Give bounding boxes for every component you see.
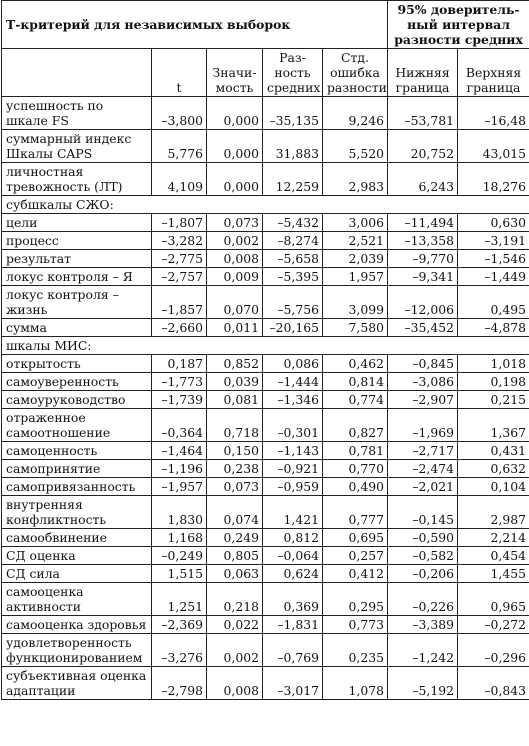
cell-value: 0,369 xyxy=(263,583,323,616)
cell-value: –1,444 xyxy=(263,373,323,391)
row-label: открытость xyxy=(2,355,152,373)
cell-value: –2,021 xyxy=(388,478,458,496)
cell-value: –0,296 xyxy=(458,634,529,667)
cell-value: 1,251 xyxy=(152,583,207,616)
row-label: самопривязанность xyxy=(2,478,152,496)
cell-value: 43,015 xyxy=(458,130,529,163)
cell-value: 0,215 xyxy=(458,391,529,409)
cell-value: –1,957 xyxy=(152,478,207,496)
cell-value: 0,773 xyxy=(323,616,388,634)
cell-value: 0,000 xyxy=(207,163,263,196)
cell-value: 12,259 xyxy=(263,163,323,196)
cell-value: –35,452 xyxy=(388,319,458,337)
cell-value: –2,775 xyxy=(152,250,207,268)
table-row xyxy=(2,163,529,196)
cell-value: 0,073 xyxy=(207,478,263,496)
row-label: процесс xyxy=(2,232,152,250)
cell-value: 0,454 xyxy=(458,547,529,565)
cell-value: 20,752 xyxy=(388,130,458,163)
cell-value: –3,017 xyxy=(263,667,323,700)
cell-value: –0,843 xyxy=(458,667,529,700)
cell-value: –53,781 xyxy=(388,97,458,130)
row-label: локус контроля – Я xyxy=(2,268,152,286)
row-label: отраженное самоотношение xyxy=(2,409,152,442)
cell-value: 0,238 xyxy=(207,460,263,478)
cell-value: –2,907 xyxy=(388,391,458,409)
cell-value: –3,800 xyxy=(152,97,207,130)
cell-value: 0,965 xyxy=(458,583,529,616)
table-row xyxy=(2,268,529,286)
cell-value: 3,099 xyxy=(323,286,388,319)
cell-value: 5,520 xyxy=(323,130,388,163)
cell-value: 0,770 xyxy=(323,460,388,478)
cell-value: 2,987 xyxy=(458,496,529,529)
table-row xyxy=(2,97,529,130)
row-label: самообвинение xyxy=(2,529,152,547)
cell-value: 0,632 xyxy=(458,460,529,478)
table-row xyxy=(2,250,529,268)
row-label: цели xyxy=(2,214,152,232)
row-label: самоуверенность xyxy=(2,373,152,391)
cell-value: –1,143 xyxy=(263,442,323,460)
section-row xyxy=(2,196,529,214)
cell-value: 1,168 xyxy=(152,529,207,547)
table-row xyxy=(2,496,529,529)
cell-value: 7,580 xyxy=(323,319,388,337)
cell-value: –1,242 xyxy=(388,634,458,667)
cell-value: –1,464 xyxy=(152,442,207,460)
cell-value: 0,781 xyxy=(323,442,388,460)
cell-value: –0,206 xyxy=(388,565,458,583)
table-row xyxy=(2,667,529,700)
row-label: самоуруководство xyxy=(2,391,152,409)
cell-value: 1,078 xyxy=(323,667,388,700)
cell-value: 0,812 xyxy=(263,529,323,547)
cell-value: 4,109 xyxy=(152,163,207,196)
cell-value: 0,777 xyxy=(323,496,388,529)
table-row xyxy=(2,214,529,232)
table-row xyxy=(2,373,529,391)
column-header: Стд. ошибка разности xyxy=(323,49,388,97)
cell-value: –4,878 xyxy=(458,319,529,337)
cell-value: –0,301 xyxy=(263,409,323,442)
cell-value: –1,449 xyxy=(458,268,529,286)
table-row xyxy=(2,442,529,460)
section-label: субшкалы СЖО: xyxy=(2,196,529,214)
cell-value: –5,756 xyxy=(263,286,323,319)
cell-value: 0,295 xyxy=(323,583,388,616)
cell-value: –13,358 xyxy=(388,232,458,250)
cell-value: 1,455 xyxy=(458,565,529,583)
cell-value: 0,235 xyxy=(323,634,388,667)
cell-value: –0,582 xyxy=(388,547,458,565)
cell-value: 0,009 xyxy=(207,268,263,286)
cell-value: –2,717 xyxy=(388,442,458,460)
cell-value: 0,011 xyxy=(207,319,263,337)
cell-value: –2,757 xyxy=(152,268,207,286)
table-row xyxy=(2,478,529,496)
cell-value: –2,474 xyxy=(388,460,458,478)
cell-value: 0,431 xyxy=(458,442,529,460)
cell-value: 0,495 xyxy=(458,286,529,319)
table-row xyxy=(2,355,529,373)
cell-value: 0,000 xyxy=(207,97,263,130)
row-label: локус контроля – жизнь xyxy=(2,286,152,319)
label-column-header xyxy=(2,49,152,97)
cell-value: 0,039 xyxy=(207,373,263,391)
row-label: самооценка активности xyxy=(2,583,152,616)
cell-value: –1,857 xyxy=(152,286,207,319)
section-label: шкалы МИС: xyxy=(2,337,529,355)
cell-value: 0,490 xyxy=(323,478,388,496)
cell-value: 0,008 xyxy=(207,250,263,268)
cell-value: 0,070 xyxy=(207,286,263,319)
cell-value: –0,364 xyxy=(152,409,207,442)
cell-value: –1,831 xyxy=(263,616,323,634)
cell-value: 0,008 xyxy=(207,667,263,700)
table-row xyxy=(2,409,529,442)
cell-value: –1,346 xyxy=(263,391,323,409)
table-row xyxy=(2,547,529,565)
cell-value: –3,086 xyxy=(388,373,458,391)
cell-value: 2,983 xyxy=(323,163,388,196)
cell-value: 0,462 xyxy=(323,355,388,373)
cell-value: –2,660 xyxy=(152,319,207,337)
table-title: Т-критерий для независимых выборок xyxy=(2,1,388,49)
cell-value: –2,369 xyxy=(152,616,207,634)
cell-value: –5,192 xyxy=(388,667,458,700)
table-row xyxy=(2,286,529,319)
row-label: успешность по шкале FS xyxy=(2,97,152,130)
cell-value: 0,086 xyxy=(263,355,323,373)
cell-value: –3,389 xyxy=(388,616,458,634)
table-row xyxy=(2,565,529,583)
row-label: внутренняя конфликтность xyxy=(2,496,152,529)
cell-value: 0,827 xyxy=(323,409,388,442)
cell-value: 2,214 xyxy=(458,529,529,547)
cell-value: –5,432 xyxy=(263,214,323,232)
table-row xyxy=(2,232,529,250)
cell-value: –0,769 xyxy=(263,634,323,667)
row-label: сумма xyxy=(2,319,152,337)
row-label: личностная тревожность (ЛТ) xyxy=(2,163,152,196)
cell-value: –1,196 xyxy=(152,460,207,478)
section-row xyxy=(2,337,529,355)
column-header: Значимость xyxy=(207,49,263,97)
cell-value: –9,770 xyxy=(388,250,458,268)
cell-value: 0,257 xyxy=(323,547,388,565)
row-label: удовлетворенность функционированием xyxy=(2,634,152,667)
cell-value: 0,412 xyxy=(323,565,388,583)
cell-value: –0,226 xyxy=(388,583,458,616)
cell-value: –1,739 xyxy=(152,391,207,409)
column-header: Верхняя граница xyxy=(458,49,529,97)
cell-value: 6,243 xyxy=(388,163,458,196)
cell-value: 0,074 xyxy=(207,496,263,529)
cell-value: 0,630 xyxy=(458,214,529,232)
cell-value: 0,150 xyxy=(207,442,263,460)
cell-value: –1,773 xyxy=(152,373,207,391)
cell-value: –2,798 xyxy=(152,667,207,700)
cell-value: 9,246 xyxy=(323,97,388,130)
t-test-table xyxy=(1,0,529,700)
table-row xyxy=(2,460,529,478)
cell-value: 0,063 xyxy=(207,565,263,583)
row-label: суммарный индекс Шкалы CAPS xyxy=(2,130,152,163)
cell-value: 0,218 xyxy=(207,583,263,616)
cell-value: –0,845 xyxy=(388,355,458,373)
table-row xyxy=(2,319,529,337)
cell-value: –5,395 xyxy=(263,268,323,286)
row-label: самоценность xyxy=(2,442,152,460)
row-label: СД сила xyxy=(2,565,152,583)
cell-value: 0,695 xyxy=(323,529,388,547)
table-body xyxy=(2,97,529,700)
cell-value: 0,002 xyxy=(207,232,263,250)
row-label: самопринятие xyxy=(2,460,152,478)
table-row xyxy=(2,529,529,547)
cell-value: 0,187 xyxy=(152,355,207,373)
cell-value: –3,191 xyxy=(458,232,529,250)
cell-value: 0,198 xyxy=(458,373,529,391)
cell-value: –8,274 xyxy=(263,232,323,250)
cell-value: 1,957 xyxy=(323,268,388,286)
cell-value: 1,421 xyxy=(263,496,323,529)
cell-value: 3,006 xyxy=(323,214,388,232)
cell-value: –35,135 xyxy=(263,97,323,130)
cell-value: –20,165 xyxy=(263,319,323,337)
row-label: самооценка здоровья xyxy=(2,616,152,634)
cell-value: 0,624 xyxy=(263,565,323,583)
table-row xyxy=(2,634,529,667)
cell-value: –5,658 xyxy=(263,250,323,268)
cell-value: –1,807 xyxy=(152,214,207,232)
confidence-interval-header: 95% доверительный интервал разности средних xyxy=(388,1,529,49)
cell-value: –0,921 xyxy=(263,460,323,478)
table-row xyxy=(2,391,529,409)
cell-value: 0,718 xyxy=(207,409,263,442)
cell-value: –0,145 xyxy=(388,496,458,529)
cell-value: 31,883 xyxy=(263,130,323,163)
cell-value: –1,969 xyxy=(388,409,458,442)
cell-value: 0,814 xyxy=(323,373,388,391)
cell-value: 5,776 xyxy=(152,130,207,163)
cell-value: 2,521 xyxy=(323,232,388,250)
cell-value: 0,073 xyxy=(207,214,263,232)
cell-value: 0,081 xyxy=(207,391,263,409)
cell-value: 1,018 xyxy=(458,355,529,373)
cell-value: 1,830 xyxy=(152,496,207,529)
cell-value: 1,515 xyxy=(152,565,207,583)
cell-value: –9,341 xyxy=(388,268,458,286)
table-row xyxy=(2,583,529,616)
cell-value: 0,022 xyxy=(207,616,263,634)
cell-value: 0,774 xyxy=(323,391,388,409)
cell-value: 0,002 xyxy=(207,634,263,667)
cell-value: –0,272 xyxy=(458,616,529,634)
cell-value: –0,064 xyxy=(263,547,323,565)
cell-value: –0,959 xyxy=(263,478,323,496)
cell-value: 1,367 xyxy=(458,409,529,442)
cell-value: –3,276 xyxy=(152,634,207,667)
table-row xyxy=(2,130,529,163)
column-header: Разность средних xyxy=(263,49,323,97)
cell-value: –16,48 xyxy=(458,97,529,130)
cell-value: –1,546 xyxy=(458,250,529,268)
cell-value: 2,039 xyxy=(323,250,388,268)
row-label: субъективная оценка адаптации xyxy=(2,667,152,700)
row-label: результат xyxy=(2,250,152,268)
cell-value: –11,494 xyxy=(388,214,458,232)
table-row xyxy=(2,616,529,634)
cell-value: –12,006 xyxy=(388,286,458,319)
cell-value: 0,000 xyxy=(207,130,263,163)
cell-value: –3,282 xyxy=(152,232,207,250)
row-label: СД оценка xyxy=(2,547,152,565)
cell-value: 0,104 xyxy=(458,478,529,496)
cell-value: 18,276 xyxy=(458,163,529,196)
column-header: Нижняя граница xyxy=(388,49,458,97)
cell-value: –0,590 xyxy=(388,529,458,547)
column-header: t xyxy=(152,49,207,97)
cell-value: –0,249 xyxy=(152,547,207,565)
cell-value: 0,852 xyxy=(207,355,263,373)
cell-value: 0,805 xyxy=(207,547,263,565)
cell-value: 0,249 xyxy=(207,529,263,547)
